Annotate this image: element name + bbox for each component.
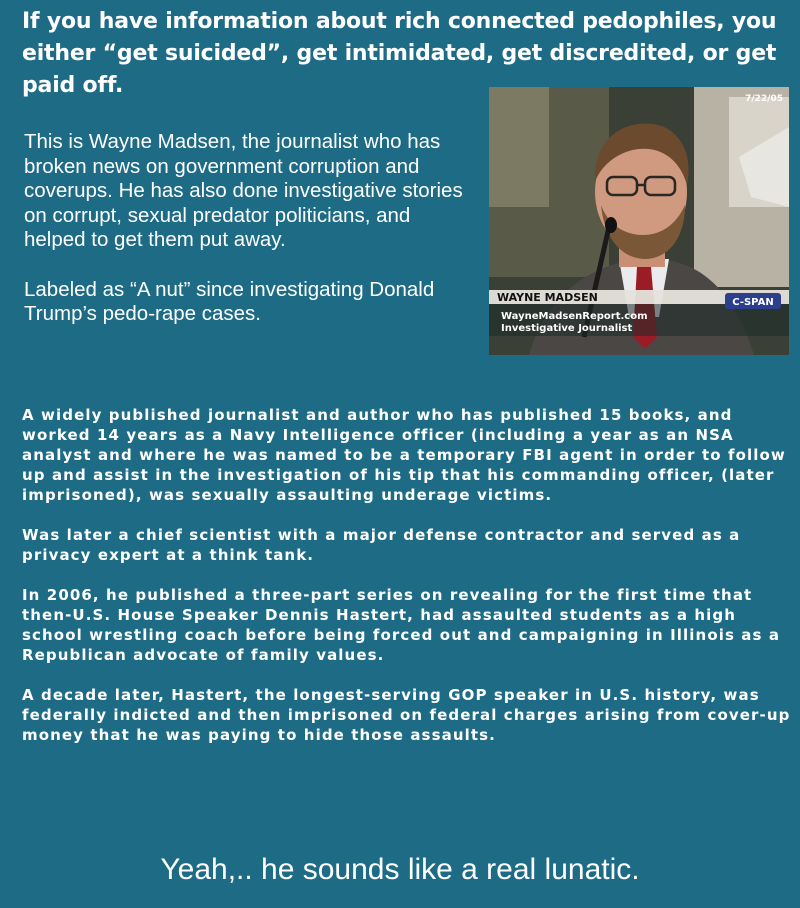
date-stamp: 7/22/05 [745, 94, 783, 104]
caption-role: Investigative Journalist [501, 323, 633, 334]
caption-site: WayneMadsenReport.com [501, 311, 648, 322]
closing-line: Yeah,.. he sounds like a real lunatic. [160, 853, 640, 886]
network-logo: C-SPAN [732, 297, 774, 308]
caption-name: WAYNE MADSEN [497, 291, 598, 304]
intro-paragraph: This is Wayne Madsen, the journalist who has broken news on government corruption and coverups. He has also done investigative stories on corrupt, sexual predator politicians, and helped to get them put away. [24, 130, 463, 251]
headline: If you have information about rich connected pedophiles, you either “get suicided”, get intimidated, get discredited, or get paid off. [22, 9, 777, 98]
body-paragraph: Was later a chief scientist with a major defense contractor and served as a privacy expert at a think tank. [22, 526, 741, 564]
body-text [22, 405, 792, 765]
intro [24, 130, 474, 327]
intro-paragraph: Labeled as “A nut” since investigating Donald Trump’s pedo-rape cases. [24, 277, 435, 325]
body-paragraph: In 2006, he published a three-part series on revealing for the first time that then-U.S. House Speaker Dennis Hastert, had assaulted students as a high school wrestling coach before being forced out and campaigning in Illinois as a Republican advocate of family values. [22, 586, 781, 664]
body-paragraph: A decade later, Hastert, the longest-serving GOP speaker in U.S. history, was federally indicted and then imprisoned on federal charges arising from cover-up money that he was paying to hide those assaults. [22, 686, 791, 744]
photo-wayne-madsen [489, 87, 789, 355]
body-paragraph: A widely published journalist and author who has published 15 books, and worked 14 years as a Navy Intelligence officer (including a year as an NSA analyst and where he was named to be a temporary FBI agent in order to follow up and assist in the investigation of his tip that his commanding officer, (later imprisoned), was sexually assaulting underage victims. [22, 406, 786, 504]
